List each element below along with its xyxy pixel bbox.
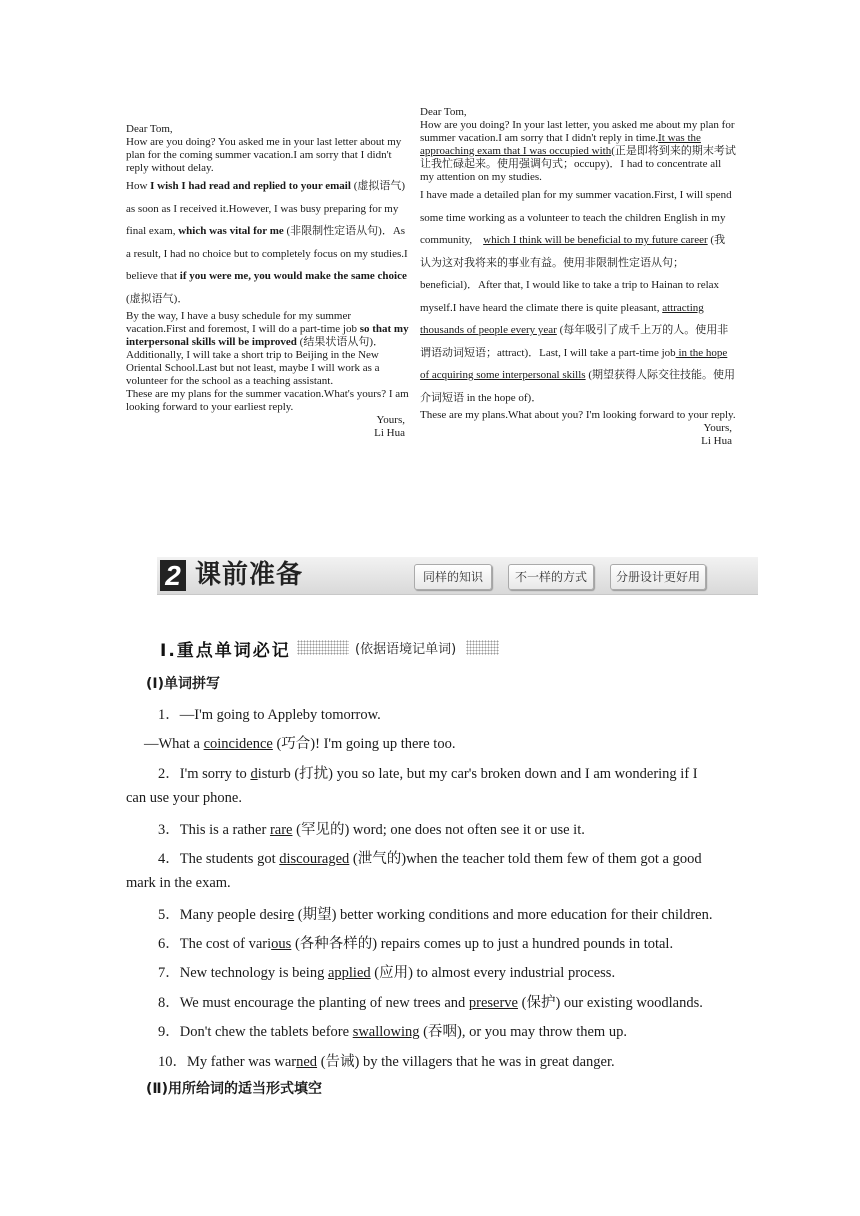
- item-7: 7．New technology is being applied (应用) to almost every industrial process.: [158, 965, 616, 981]
- item-2-cont: can use your phone.: [126, 790, 242, 806]
- section-title: Ⅰ.重点单词必记: [160, 641, 291, 661]
- left-letter: [126, 123, 409, 440]
- item-1a: 1．—I'm going to Appleby tomorrow.: [158, 707, 381, 723]
- item-4-cont: mark in the exam.: [126, 875, 231, 891]
- item-3: 3．This is a rather rare (罕见的) word; one does not often see it or use it.: [158, 822, 585, 838]
- right-p3: These are my plans.What about you? I'm looking forward to your reply.: [420, 409, 736, 421]
- item-10: 10．My father was warned (告诫) by the villagers that he was in great danger.: [158, 1054, 615, 1070]
- item-1b: —What a coincidence (巧合)! I'm going up there too.: [144, 736, 456, 752]
- section-note: (依据语境记单词): [355, 642, 457, 657]
- left-name: Li Hua: [374, 427, 405, 439]
- banner-title: 课前准备: [195, 560, 304, 590]
- left-p1: How are you doing? You asked me in your last letter about my plan for the coming summer vacation.I am sorry that I didn't reply without delay.: [126, 136, 402, 174]
- right-p2: I have made a detailed plan for my summer vacation.First, I will spend some time working as a volunteer to teach the children English in my community, which I think will be beneficial to my future career (我认为这对我将来的事业有益。使用非限制性定语从句；beneficial)．After that, I would like to take a trip to Hainan to relax myself.I have heard the climate there is quite pleasant, attracting thousands of people every year (每年吸引了成千上万的人。使用非谓语动词短语；attract)．Last, I will take a part-time job in the hope of acquiring some interpersonal skills (期望获得人际交往技能。使用介词短语 in the hope of)．: [420, 189, 735, 404]
- item-4: 4．The students got discouraged (泄气的)when the teacher told them few of them got a good: [158, 851, 702, 867]
- item-2: 2．I'm sorry to disturb (打扰) you so late, but my car's broken down and I am wondering if I: [158, 766, 698, 782]
- part2-heading: (Ⅱ)用所给词的适当形式填空: [146, 1081, 323, 1097]
- dotted-decoration-right: [466, 640, 499, 655]
- left-closing: Yours,: [376, 414, 405, 426]
- right-p1: How are you doing? In your last letter, you asked me about my plan for summer vacation.I am sorry that I didn't reply in time.It was the approaching exam that I was occupied with(正是即将到来的期末考试让我忙碌起来。使用强调句式；occupy)．I had to concentrate all my attention on my studies.: [420, 119, 736, 183]
- banner-tag-different-way: 不一样的方式: [508, 564, 594, 590]
- item-5: 5．Many people desire (期望) better working conditions and more education for their children.: [158, 907, 713, 923]
- right-closing: Yours,: [703, 422, 732, 434]
- left-greeting: Dear Tom,: [126, 123, 173, 135]
- item-6: 6．The cost of various (各种各样的) repairs comes up to just a hundred pounds in total.: [158, 936, 674, 952]
- item-9: 9．Don't chew the tablets before swallowing (吞咽), or you may throw them up.: [158, 1024, 627, 1040]
- banner-number: 2: [160, 560, 186, 591]
- banner-tag-better-design: 分册设计更好用: [610, 564, 706, 590]
- right-name: Li Hua: [701, 435, 732, 447]
- part1-heading: (Ⅰ)单词拼写: [146, 676, 221, 692]
- section-banner: [157, 557, 758, 595]
- left-p2: How I wish I had read and replied to your email (虚拟语气) as soon as I received it.However, I was busy preparing for my final exam, which was vital for me (非限制性定语从句)．As a result, I had no choice but to completely focus on my studies.I believe that if you were me, you would make the same choice (虚拟语气)．: [126, 180, 408, 305]
- right-greeting: Dear Tom,: [420, 106, 467, 118]
- item-8: 8．We must encourage the planting of new trees and preserve (保护) our existing woodlands.: [158, 995, 703, 1011]
- right-letter: [420, 106, 736, 448]
- left-p4: These are my plans for the summer vacation.What's yours? I am looking forward to your earliest reply.: [126, 388, 409, 413]
- dotted-decoration: [297, 640, 349, 655]
- banner-tag-same-knowledge: 同样的知识: [414, 564, 492, 590]
- left-p3: By the way, I have a busy schedule for my summer vacation.First and foremost, I will do a part-time job so that my interpersonal skills will be improved (结果状语从句)．Additionally, I will take a short trip to Beijing in the New Oriental School.Last but not least, maybe I will work as a volunteer for the school as a teaching assistant.: [126, 310, 409, 387]
